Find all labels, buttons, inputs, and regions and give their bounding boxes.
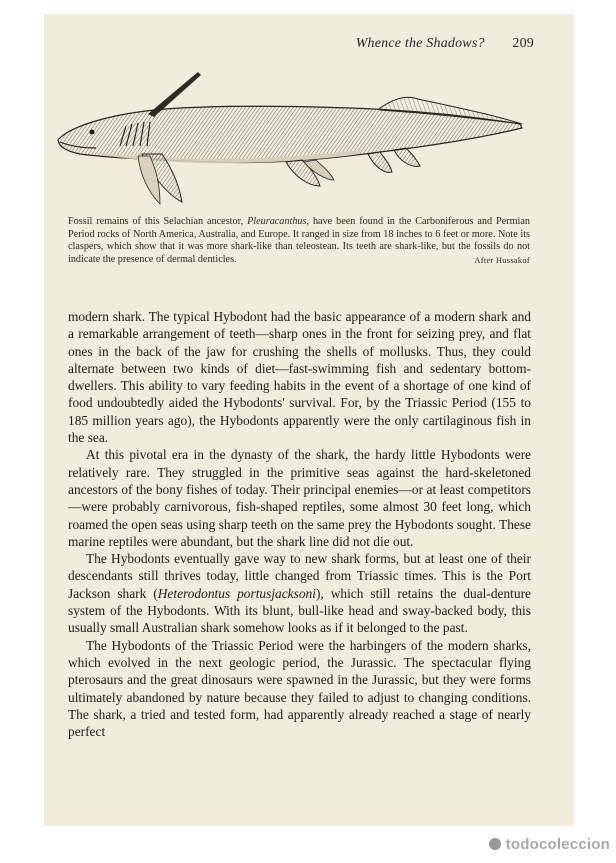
- paragraph-4: The Hybodonts of the Triassic Period were the harbingers of the modern sharks, which evolved in the next geologic period, the Jurassic. The spectacular flying pterosaurs and the great dinosaurs were spawned in the Jurassic, but they were forms ultimately abandoned by nature because they failed to adjust to changing conditions. The shark, a tried and tested form, had apparently already reached a stage of nearly perfect: [68, 637, 531, 740]
- watermark: [489, 836, 610, 853]
- running-head: [356, 36, 534, 52]
- species-name: Heterodontus portusjacksoni: [157, 585, 316, 601]
- caption-text-rest: , have been found in the Carboniferous and Permian Period rocks of North America, Australia, and Europe. It ranged in size from 18 inches to 6 feet or more. Note its claspers, which show that it was more shark-like than teleostean. Its teeth are shark-like, but the fossils do not indicate the presence of dermal denticles.: [68, 216, 530, 265]
- figure-caption: [68, 216, 530, 267]
- watermark-text: todocoleccion: [505, 836, 610, 853]
- paragraph-3-rest: ), which still retains the dual-denture system of the Hybodonts. With its blunt, bull-like head and sway-backed body, this usually small Australian shark somehow looks as if it belonged to the past.: [68, 585, 531, 636]
- caption-genus-name: Pleuracanthus: [247, 216, 307, 227]
- body-text: [68, 308, 531, 740]
- caption-text-start: Fossil remains of this Selachian ancestor,: [68, 216, 248, 227]
- paragraph-3-start: The Hybodonts eventually gave way to new shark forms, but at least one of their descendants still thrives today, little changed from Triassic times. This is the Port Jackson shark (: [68, 551, 531, 601]
- paragraph-1: modern shark. The typical Hybodont had the basic appearance of a modern shark and a remarkable arrangement of teeth—sharp ones in the front for seizing prey, and flat ones in the back of the jaw for crushing the shells of mollusks. Thus, they could alternate between two kinds of diet—fast-swimming fish and sedentary bottom-dwellers. This ability to vary feeding habits in the event of a shortage of one kind of food undoubtedly aided the Hybodonts' survival. For, by the Triassic Period (155 to 185 million years ago), the Hybodonts apparently were the only cartilaginous fish in the sea.: [68, 309, 531, 446]
- paragraph-3: [68, 550, 531, 636]
- book-page: [44, 14, 574, 826]
- page-number: 209: [512, 36, 534, 51]
- running-title: Whence the Shadows?: [355, 36, 485, 51]
- paragraph-2: At this pivotal era in the dynasty of the shark, the hardy little Hybodonts were relatively rare. They struggled in the primitive seas against the hard-skeletoned ancestors of the bony fishes of today. Their principal enemies—or at least competitors—were probably carnivorous, fish-shaped reptiles, some almost 30 feet long, which roamed the open seas using sharp teeth on the same prey the Hybodonts sought. These marine reptiles were abundant, but the shark line did not die out.: [68, 447, 531, 549]
- pleuracanthus-illustration: [50, 62, 526, 222]
- figure-credit: After Hussakof: [474, 255, 530, 265]
- todocoleccion-logo-icon: [489, 838, 501, 850]
